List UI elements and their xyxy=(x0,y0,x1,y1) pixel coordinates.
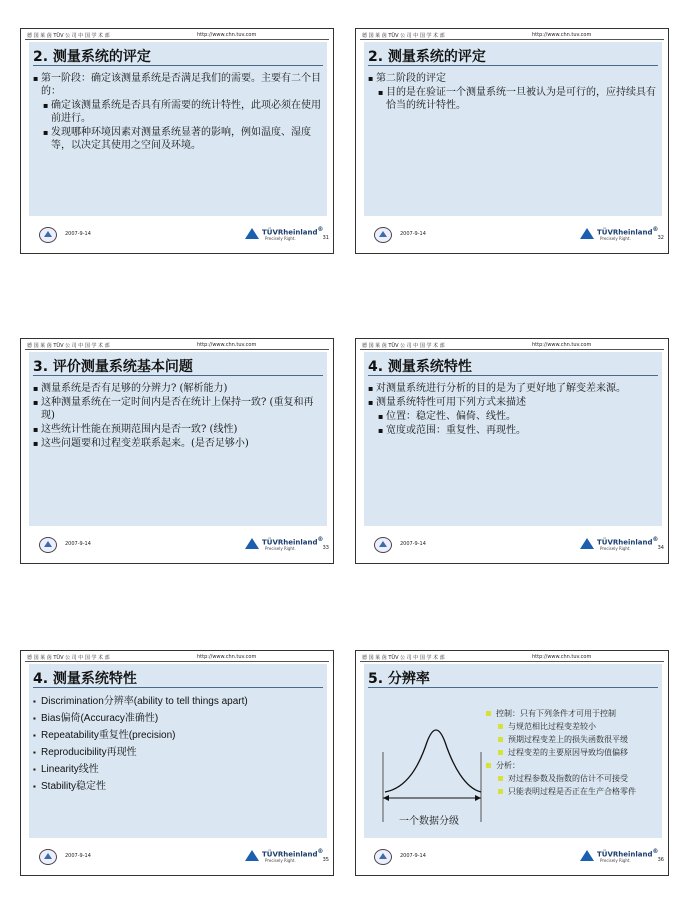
brand-tagline: Precisely Right. xyxy=(265,858,296,863)
slide-31 xyxy=(20,28,334,254)
slide-panel xyxy=(29,352,327,526)
seal-icon xyxy=(39,849,57,865)
slide-content xyxy=(33,72,323,153)
org-name: 德 国 莱 茵 TÜV 公 司 中 国 学 术 部 xyxy=(362,343,445,349)
seal-icon xyxy=(39,227,57,243)
tuv-logo xyxy=(580,226,659,242)
slide-32 xyxy=(355,28,669,254)
sub-bullet-item: 只能表明过程是否正在生产合格零件 xyxy=(498,786,658,797)
title-underline xyxy=(33,687,323,688)
bullet-item: ▪ Stability稳定性 xyxy=(33,779,323,795)
page-number: 34 xyxy=(657,545,664,551)
sub-bullet-item: ▪ 确定该测量系统是否具有所需要的统计特性，此项必须在使用前进行。 xyxy=(43,99,323,125)
bullet-item: ▪ Bias偏倚(Accuracy准确性) xyxy=(33,711,323,727)
header-url[interactable]: http://www.chn.tuv.com xyxy=(197,654,257,660)
slide-content xyxy=(33,694,323,796)
sub-bullet-item: 预期过程变差上的损失函数很平缓 xyxy=(498,734,658,745)
triangle-icon xyxy=(580,850,594,861)
seal-icon xyxy=(374,849,392,865)
tuv-logo xyxy=(580,848,659,864)
title-underline xyxy=(33,375,323,376)
page-number: 32 xyxy=(657,235,664,241)
brand-tagline: Precisely Right. xyxy=(265,236,296,241)
triangle-icon xyxy=(245,538,259,549)
brand-name: TÜVRheinland® xyxy=(262,537,324,547)
bullet-item: ▪ 测量系统特性可用下列方式来描述 xyxy=(368,396,658,409)
org-name: 德 国 莱 茵 TÜV 公 司 中 国 学 术 部 xyxy=(362,655,445,661)
bullet-item: ▪ Reproducibility再现性 xyxy=(33,745,323,761)
title-underline xyxy=(368,375,658,376)
header-divider xyxy=(360,661,664,662)
slide-title: 5. 分辨率 xyxy=(368,671,430,687)
header-url[interactable]: http://www.chn.tuv.com xyxy=(532,342,592,348)
bullet-item: ▪ 这些问题要和过程变差联系起来。(是否足够小) xyxy=(33,437,323,450)
slide-date: 2007-9-14 xyxy=(400,541,426,547)
header-divider xyxy=(25,39,329,40)
triangle-icon xyxy=(580,228,594,239)
org-name: 德 国 莱 茵 TÜV 公 司 中 国 学 术 部 xyxy=(27,33,110,39)
seal-icon xyxy=(39,537,57,553)
brand-name: TÜVRheinland® xyxy=(597,849,659,859)
bullet-item: ▪ 第二阶段的评定 xyxy=(368,72,658,85)
triangle-icon xyxy=(245,850,259,861)
slide-panel xyxy=(364,664,662,838)
bullet-item: 控制：只有下列条件才可用于控制 xyxy=(486,708,658,719)
header-url[interactable]: http://www.chn.tuv.com xyxy=(532,32,592,38)
page-number: 33 xyxy=(322,545,329,551)
bullet-item: ▪ 测量系统是否有足够的分辨力? (解析能力) xyxy=(33,382,323,395)
slide-panel xyxy=(364,352,662,526)
bullet-item: ▪ 第一阶段：确定该测量系统是否满足我们的需要。主要有二个目的： xyxy=(33,72,323,98)
slide-footer xyxy=(356,839,668,875)
brand-tagline: Precisely Right. xyxy=(600,236,631,241)
bullet-item: ▪ 这种测量系统在一定时间内是否在统计上保持一致? (重复和再现) xyxy=(33,396,323,422)
slide-footer xyxy=(21,839,333,875)
header-url[interactable]: http://www.chn.tuv.com xyxy=(197,342,257,348)
page-number: 35 xyxy=(322,857,329,863)
page-number: 31 xyxy=(322,235,329,241)
bullet-item: 分析： xyxy=(486,760,658,771)
slide-content xyxy=(486,708,658,799)
header-url[interactable]: http://www.chn.tuv.com xyxy=(197,32,257,38)
slide-panel xyxy=(364,42,662,216)
title-underline xyxy=(368,687,658,688)
slide-date: 2007-9-14 xyxy=(65,853,91,859)
slide-footer xyxy=(356,527,668,563)
tuv-logo xyxy=(245,848,324,864)
sub-bullet-item: 与规范相比过程变差较小 xyxy=(498,721,658,732)
brand-name: TÜVRheinland® xyxy=(262,227,324,237)
triangle-icon xyxy=(580,538,594,549)
bullet-item: ▪ 这些统计性能在预期范围内是否一致? (线性) xyxy=(33,423,323,436)
slide-date: 2007-9-14 xyxy=(400,231,426,237)
slide-title: 4. 测量系统特性 xyxy=(368,359,472,375)
slide-33 xyxy=(20,338,334,564)
sub-bullet-item: ▪ 位置：稳定性、偏倚、线性。 xyxy=(378,410,658,423)
bullet-item: ▪ 对测量系统进行分析的目的是为了更好地了解变差来源。 xyxy=(368,382,658,395)
header-divider xyxy=(360,349,664,350)
header-divider xyxy=(25,661,329,662)
seal-icon xyxy=(374,227,392,243)
brand-name: TÜVRheinland® xyxy=(597,537,659,547)
triangle-icon xyxy=(245,228,259,239)
brand-tagline: Precisely Right. xyxy=(600,858,631,863)
sub-bullet-item: ▪ 目的是在验证一个测量系统一旦被认为是可行的，应持续具有恰当的统计特性。 xyxy=(378,86,658,112)
org-name: 德 国 莱 茵 TÜV 公 司 中 国 学 术 部 xyxy=(27,343,110,349)
slide-footer xyxy=(21,217,333,253)
slide-title: 2. 测量系统的评定 xyxy=(368,49,486,65)
slide-36 xyxy=(355,650,669,876)
header-divider xyxy=(25,349,329,350)
header-url[interactable]: http://www.chn.tuv.com xyxy=(532,654,592,660)
bullet-item: ▪ Discrimination分辨率(ability to tell things apart) xyxy=(33,694,323,710)
tuv-logo xyxy=(580,536,659,552)
slide-title: 3. 评价测量系统基本问题 xyxy=(33,359,193,375)
tuv-logo xyxy=(245,536,324,552)
slide-footer xyxy=(21,527,333,563)
bullet-item: ▪ Linearity线性 xyxy=(33,762,323,778)
brand-name: TÜVRheinland® xyxy=(262,849,324,859)
slide-content xyxy=(368,382,658,438)
brand-tagline: Precisely Right. xyxy=(600,546,631,551)
sub-bullet-item: ▪ 宽度或范围：重复性、再现性。 xyxy=(378,424,658,437)
slide-title: 2. 测量系统的评定 xyxy=(33,49,151,65)
slide-title: 4. 测量系统特性 xyxy=(33,671,137,687)
slide-footer xyxy=(356,217,668,253)
slide-content xyxy=(368,72,658,113)
slide-34 xyxy=(355,338,669,564)
slide-date: 2007-9-14 xyxy=(65,231,91,237)
seal-icon xyxy=(374,537,392,553)
slide-date: 2007-9-14 xyxy=(65,541,91,547)
sub-bullet-item: 过程变差的主要原因导致均值偏移 xyxy=(498,747,658,758)
header-divider xyxy=(360,39,664,40)
slide-panel xyxy=(29,42,327,216)
title-underline xyxy=(368,65,658,66)
sub-bullet-item: ▪ 发现哪种环境因素对测量系统显著的影响，例如温度、湿度等，以决定其使用之空间及环境。 xyxy=(43,126,323,152)
brand-tagline: Precisely Right. xyxy=(265,546,296,551)
page-number: 36 xyxy=(657,857,664,863)
tuv-logo xyxy=(245,226,324,242)
slide-date: 2007-9-14 xyxy=(400,853,426,859)
title-underline xyxy=(33,65,323,66)
slide-content xyxy=(33,382,323,451)
bullet-item: ▪ Repeatability重复性(precision) xyxy=(33,728,323,744)
brand-name: TÜVRheinland® xyxy=(597,227,659,237)
sub-bullet-item: 对过程参数及指数的估计不可接受 xyxy=(498,773,658,784)
org-name: 德 国 莱 茵 TÜV 公 司 中 国 学 术 部 xyxy=(27,655,110,661)
distribution-figure xyxy=(377,722,487,832)
slide-panel xyxy=(29,664,327,838)
slide-35 xyxy=(20,650,334,876)
org-name: 德 国 莱 茵 TÜV 公 司 中 国 学 术 部 xyxy=(362,33,445,39)
figure-label: 一个数据分级 xyxy=(399,816,459,827)
